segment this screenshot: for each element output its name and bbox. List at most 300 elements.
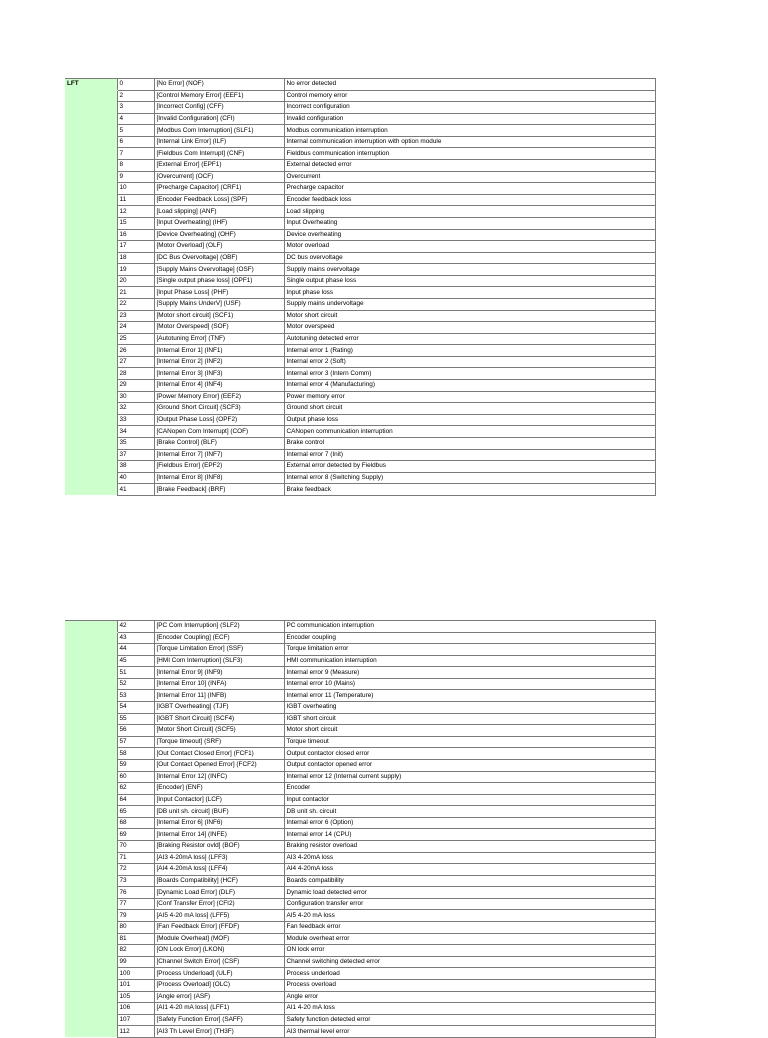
description-cell: DC bus overvoltage <box>284 252 655 264</box>
display-name-cell: [IGBT Overheating] (TJF) <box>154 702 284 714</box>
description-cell: Internal error 12 (Internal current supply) <box>284 771 655 783</box>
table-row <box>65 310 655 322</box>
code-cell: 65 <box>117 806 154 818</box>
display-name-cell: [Supply Mains UnderV] (USF) <box>154 298 284 310</box>
display-name-cell: [Overcurrent] (OCF) <box>154 171 284 183</box>
parameter-label-fill <box>65 829 117 841</box>
description-cell: AI5 4-20 mA loss <box>284 910 655 922</box>
table-row <box>65 160 655 172</box>
code-cell: 55 <box>117 713 154 725</box>
table-row <box>65 910 655 922</box>
code-cell: 62 <box>117 783 154 795</box>
table-row <box>65 102 655 114</box>
description-cell: IGBT short circuit <box>284 713 655 725</box>
parameter-label-fill <box>65 368 117 380</box>
code-cell: 54 <box>117 702 154 714</box>
parameter-label-fill <box>65 875 117 887</box>
table-row <box>65 333 655 345</box>
display-name-cell: [Single output phase loss] (OPF1) <box>154 275 284 287</box>
parameter-label-fill <box>65 690 117 702</box>
description-cell: Fan feedback error <box>284 922 655 934</box>
display-name-cell: [Dynamic Load Error] (DLF) <box>154 887 284 899</box>
display-name-cell: [Input Phase Loss] (PHF) <box>154 287 284 299</box>
display-name-cell: [AI4 4-20mA loss] (LFF4) <box>154 864 284 876</box>
description-cell: Autotuning detected error <box>284 333 655 345</box>
display-name-cell: [Internal Error 7] (INF7) <box>154 449 284 461</box>
description-cell: Motor short circuit <box>284 310 655 322</box>
parameter-label-fill <box>65 667 117 679</box>
code-cell: 3 <box>117 102 154 114</box>
parameter-label-fill <box>65 102 117 114</box>
parameter-label-fill <box>65 461 117 473</box>
display-name-cell: [Encoder Coupling] (ECF) <box>154 632 284 644</box>
parameter-label-fill <box>65 887 117 899</box>
display-name-cell: [Out Contact Opened Error] (FCF2) <box>154 759 284 771</box>
display-name-cell: [Output Phase Loss] (OPF2) <box>154 414 284 426</box>
display-name-cell: [AI3 Th Level Error] (TH3F) <box>154 1026 284 1038</box>
parameter-label-fill <box>65 414 117 426</box>
description-cell: Supply mains undervoltage <box>284 298 655 310</box>
description-cell: AI1 4-20 mA loss <box>284 1003 655 1015</box>
parameter-label-fill <box>65 771 117 783</box>
code-cell: 32 <box>117 403 154 415</box>
table-row <box>65 979 655 991</box>
description-cell: Internal error 11 (Temperature) <box>284 690 655 702</box>
code-cell: 6 <box>117 136 154 148</box>
table-row <box>65 875 655 887</box>
description-cell: Internal communication interruption with option module <box>284 136 655 148</box>
parameter-label-fill <box>65 898 117 910</box>
display-name-cell: [PC Com Interruption] (SLF2) <box>154 621 284 633</box>
table-row <box>65 217 655 229</box>
table-row <box>65 484 655 496</box>
parameter-label-fill <box>65 632 117 644</box>
display-name-cell: [DC Bus Overvoltage] (OBF) <box>154 252 284 264</box>
parameter-label-fill <box>65 194 117 206</box>
parameter-label-fill <box>65 403 117 415</box>
table-row <box>65 403 655 415</box>
parameter-label-fill <box>65 945 117 957</box>
code-cell: 12 <box>117 206 154 218</box>
parameter-label-fill <box>65 298 117 310</box>
code-cell: 30 <box>117 391 154 403</box>
parameter-label-fill <box>65 380 117 392</box>
table-body-2 <box>65 621 655 1038</box>
description-cell: Process underload <box>284 968 655 980</box>
table-row <box>65 667 655 679</box>
description-cell: Output contactor closed error <box>284 748 655 760</box>
display-name-cell: [AI5 4-20 mA loss] (LFF5) <box>154 910 284 922</box>
parameter-label-fill <box>65 113 117 125</box>
parameter-label-fill <box>65 264 117 276</box>
display-name-cell: [Internal Error 12] (INFC) <box>154 771 284 783</box>
table-row <box>65 922 655 934</box>
display-name-cell: [Modbus Com Interruption] (SLF1) <box>154 125 284 137</box>
display-name-cell: [Brake Feedback] (BRF) <box>154 484 284 496</box>
code-cell: 107 <box>117 1014 154 1026</box>
display-name-cell: [Angle error] (ASF) <box>154 991 284 1003</box>
display-name-cell: [Process Overload] (OLC) <box>154 979 284 991</box>
description-cell: Overcurrent <box>284 171 655 183</box>
parameter-label-fill <box>65 678 117 690</box>
table-row <box>65 171 655 183</box>
table-body-1 <box>65 79 655 496</box>
parameter-label-fill <box>65 655 117 667</box>
code-cell: 16 <box>117 229 154 241</box>
table-row <box>65 241 655 253</box>
code-cell: 79 <box>117 910 154 922</box>
description-cell: Fieldbus communication interruption <box>284 148 655 160</box>
display-name-cell: [Module Overheat] (MOF) <box>154 933 284 945</box>
table-row <box>65 864 655 876</box>
table-row <box>65 287 655 299</box>
table-row <box>65 725 655 737</box>
display-name-cell: [IGBT Short Circuit] (SCF4) <box>154 713 284 725</box>
code-cell: 51 <box>117 667 154 679</box>
code-cell: 17 <box>117 241 154 253</box>
code-cell: 10 <box>117 183 154 195</box>
code-cell: 82 <box>117 945 154 957</box>
parameter-label-fill <box>65 713 117 725</box>
description-cell: Brake control <box>284 437 655 449</box>
parameter-label-fill <box>65 922 117 934</box>
code-cell: 0 <box>117 79 154 91</box>
code-cell: 64 <box>117 794 154 806</box>
code-cell: 44 <box>117 644 154 656</box>
display-name-cell: [Motor short circuit] (SCF1) <box>154 310 284 322</box>
description-cell: AI4 4-20mA loss <box>284 864 655 876</box>
parameter-label-fill <box>65 356 117 368</box>
description-cell: Boards compatibility <box>284 875 655 887</box>
display-name-cell: [Ground Short Circuit] (SCF3) <box>154 403 284 415</box>
table-row <box>65 783 655 795</box>
code-cell: 9 <box>117 171 154 183</box>
description-cell: Output contactor opened error <box>284 759 655 771</box>
description-cell: Device overheating <box>284 229 655 241</box>
table-row <box>65 148 655 160</box>
table-row <box>65 1003 655 1015</box>
display-name-cell: [Internal Error 6] (INF6) <box>154 817 284 829</box>
table-row <box>65 898 655 910</box>
display-name-cell: [Encoder] (ENF) <box>154 783 284 795</box>
description-cell: PC communication interruption <box>284 621 655 633</box>
parameter-label-fill <box>65 136 117 148</box>
table-row <box>65 968 655 980</box>
table-row <box>65 690 655 702</box>
parameter-label-fill <box>65 968 117 980</box>
code-cell: 34 <box>117 426 154 438</box>
code-cell: 77 <box>117 898 154 910</box>
display-name-cell: [Invalid Configuration] (CFI) <box>154 113 284 125</box>
description-cell: Internal error 7 (Init) <box>284 449 655 461</box>
display-name-cell: [Out Contact Closed Error] (FCF1) <box>154 748 284 760</box>
error-code-table-1 <box>65 78 656 496</box>
error-code-table-2 <box>65 620 656 1038</box>
description-cell: Configuration transfer error <box>284 898 655 910</box>
description-cell: Safety function detected error <box>284 1014 655 1026</box>
display-name-cell: [Safety Function Error] (SAFF) <box>154 1014 284 1026</box>
display-name-cell: [Encoder Feedback Loss] (SPF) <box>154 194 284 206</box>
code-cell: 43 <box>117 632 154 644</box>
description-cell: Single output phase loss <box>284 275 655 287</box>
description-cell: Motor overload <box>284 241 655 253</box>
code-cell: 4 <box>117 113 154 125</box>
display-name-cell: [Fieldbus Error] (EPF2) <box>154 461 284 473</box>
code-cell: 24 <box>117 322 154 334</box>
parameter-label-fill <box>65 90 117 102</box>
display-name-cell: [Boards Compatibility] (HCF) <box>154 875 284 887</box>
parameter-label-fill <box>65 991 117 1003</box>
table-row <box>65 759 655 771</box>
parameter-label-fill <box>65 644 117 656</box>
display-name-cell: [Control Memory Error] (EEF1) <box>154 90 284 102</box>
table-row <box>65 644 655 656</box>
table-row <box>65 437 655 449</box>
description-cell: Channel switching detected error <box>284 956 655 968</box>
table-row <box>65 829 655 841</box>
description-cell: Encoder <box>284 783 655 795</box>
display-name-cell: [Internal Error 1] (INF1) <box>154 345 284 357</box>
parameter-label-fill <box>65 437 117 449</box>
parameter-label-fill <box>65 217 117 229</box>
parameter-label-fill <box>65 333 117 345</box>
description-cell: Internal error 3 (Intern Comm) <box>284 368 655 380</box>
display-name-cell: [Incorrect Config] (CFF) <box>154 102 284 114</box>
code-cell: 57 <box>117 736 154 748</box>
display-name-cell: [Brake Control] (BLF) <box>154 437 284 449</box>
code-cell: 25 <box>117 333 154 345</box>
description-cell: Output phase loss <box>284 414 655 426</box>
display-name-cell: [External Error] (EPF1) <box>154 160 284 172</box>
parameter-label-fill <box>65 484 117 496</box>
description-cell: Incorrect configuration <box>284 102 655 114</box>
code-cell: 23 <box>117 310 154 322</box>
display-name-cell: [Power Memory Error] (EEF2) <box>154 391 284 403</box>
description-cell: AI3 4-20mA loss <box>284 852 655 864</box>
parameter-label-fill <box>65 956 117 968</box>
description-cell: Braking resistor overload <box>284 840 655 852</box>
description-cell: Brake feedback <box>284 484 655 496</box>
display-name-cell: [Internal Error 9] (INF9) <box>154 667 284 679</box>
table-row <box>65 621 655 633</box>
table-row <box>65 275 655 287</box>
description-cell: Dynamic load detected error <box>284 887 655 899</box>
parameter-label-fill <box>65 933 117 945</box>
table-row <box>65 702 655 714</box>
parameter-label-fill <box>65 449 117 461</box>
description-cell: AI3 thermal level error <box>284 1026 655 1038</box>
code-cell: 100 <box>117 968 154 980</box>
description-cell: Power memory error <box>284 391 655 403</box>
table-row <box>65 380 655 392</box>
code-cell: 106 <box>117 1003 154 1015</box>
table-row <box>65 252 655 264</box>
parameter-label-fill <box>65 1003 117 1015</box>
parameter-label-fill <box>65 783 117 795</box>
code-cell: 19 <box>117 264 154 276</box>
parameter-label-fill <box>65 852 117 864</box>
table-row <box>65 852 655 864</box>
table-row <box>65 125 655 137</box>
code-cell: 80 <box>117 922 154 934</box>
code-cell: 27 <box>117 356 154 368</box>
table-row <box>65 736 655 748</box>
description-cell: Motor overspeed <box>284 322 655 334</box>
table-row <box>65 449 655 461</box>
parameter-label-fill <box>65 252 117 264</box>
display-name-cell: [Braking Resistor ovld] (BOF) <box>154 840 284 852</box>
code-cell: 60 <box>117 771 154 783</box>
table-row <box>65 426 655 438</box>
display-name-cell: [AI1 4-20 mA loss] (LFF1) <box>154 1003 284 1015</box>
code-cell: 58 <box>117 748 154 760</box>
code-cell: 5 <box>117 125 154 137</box>
display-name-cell: [Autotuning Error] (TNF) <box>154 333 284 345</box>
table-row <box>65 806 655 818</box>
code-cell: 71 <box>117 852 154 864</box>
description-cell: Internal error 4 (Manufacturing) <box>284 380 655 392</box>
display-name-cell: [Motor Short Circuit] (SCF5) <box>154 725 284 737</box>
description-cell: HMI communication interruption <box>284 655 655 667</box>
parameter-label: LFT <box>65 79 117 91</box>
table-row <box>65 229 655 241</box>
description-cell: Internal error 9 (Measure) <box>284 667 655 679</box>
table-row <box>65 632 655 644</box>
description-cell: Internal error 14 (CPU) <box>284 829 655 841</box>
table-row <box>65 356 655 368</box>
description-cell: Supply mains overvoltage <box>284 264 655 276</box>
description-cell: Internal error 8 (Switching Supply) <box>284 472 655 484</box>
display-name-cell: [Internal Error 8] (INF8) <box>154 472 284 484</box>
table-row <box>65 771 655 783</box>
code-cell: 42 <box>117 621 154 633</box>
code-cell: 33 <box>117 414 154 426</box>
parameter-label-fill <box>65 322 117 334</box>
description-cell: External detected error <box>284 160 655 172</box>
code-cell: 2 <box>117 90 154 102</box>
description-cell: Motor short circuit <box>284 725 655 737</box>
display-name-cell: [Device Overheating] (OHF) <box>154 229 284 241</box>
description-cell: Input contactor <box>284 794 655 806</box>
description-cell: Input Overheating <box>284 217 655 229</box>
table-row <box>65 945 655 957</box>
code-cell: 22 <box>117 298 154 310</box>
description-cell: Internal error 10 (Mains) <box>284 678 655 690</box>
description-cell: Module overheat error <box>284 933 655 945</box>
table-row <box>65 298 655 310</box>
table-row <box>65 887 655 899</box>
description-cell: No error detected <box>284 79 655 91</box>
description-cell: Internal error 2 (Soft) <box>284 356 655 368</box>
code-cell: 45 <box>117 655 154 667</box>
code-cell: 99 <box>117 956 154 968</box>
display-name-cell: [Internal Link Error] (ILF) <box>154 136 284 148</box>
description-cell: Torque limitation error <box>284 644 655 656</box>
code-cell: 68 <box>117 817 154 829</box>
code-cell: 41 <box>117 484 154 496</box>
parameter-label-fill <box>65 794 117 806</box>
display-name-cell: [Motor Overload] (OLF) <box>154 241 284 253</box>
table-row <box>65 322 655 334</box>
parameter-label-fill <box>65 426 117 438</box>
table-row <box>65 933 655 945</box>
parameter-label-fill <box>65 840 117 852</box>
parameter-label-fill <box>65 702 117 714</box>
display-name-cell: [Fan Feedback Error] (FFDF) <box>154 922 284 934</box>
display-name-cell: [Conf Transfer Error] (CFI2) <box>154 898 284 910</box>
table-row <box>65 264 655 276</box>
table-row <box>65 136 655 148</box>
code-cell: 72 <box>117 864 154 876</box>
parameter-label-fill <box>65 148 117 160</box>
display-name-cell: [Torque timeout] (SRF) <box>154 736 284 748</box>
display-name-cell: [Channel Switch Error] (CSF) <box>154 956 284 968</box>
code-cell: 11 <box>117 194 154 206</box>
table-row <box>65 991 655 1003</box>
code-cell: 40 <box>117 472 154 484</box>
display-name-cell: [Internal Error 4] (INF4) <box>154 380 284 392</box>
code-cell: 52 <box>117 678 154 690</box>
description-cell: CANopen communication interruption <box>284 426 655 438</box>
description-cell: ON lock error <box>284 945 655 957</box>
table-row <box>65 414 655 426</box>
table-row <box>65 461 655 473</box>
code-cell: 69 <box>117 829 154 841</box>
display-name-cell: [CANopen Com Interrupt] (COF) <box>154 426 284 438</box>
display-name-cell: [Precharge Capacitor] (CRF1) <box>154 183 284 195</box>
display-name-cell: [Internal Error 2] (INF2) <box>154 356 284 368</box>
code-cell: 53 <box>117 690 154 702</box>
parameter-label-fill <box>65 206 117 218</box>
table-row <box>65 748 655 760</box>
parameter-label-fill <box>65 229 117 241</box>
code-cell: 29 <box>117 380 154 392</box>
display-name-cell: [Internal Error 11] (INFB) <box>154 690 284 702</box>
code-cell: 81 <box>117 933 154 945</box>
table-row <box>65 1026 655 1038</box>
display-name-cell: [Process Underload] (ULF) <box>154 968 284 980</box>
table-row <box>65 472 655 484</box>
table-row <box>65 194 655 206</box>
code-cell: 112 <box>117 1026 154 1038</box>
description-cell: Internal error 1 (Rating) <box>284 345 655 357</box>
display-name-cell: [Torque Limitation Error] (SSF) <box>154 644 284 656</box>
parameter-label-fill <box>65 736 117 748</box>
code-cell: 8 <box>117 160 154 172</box>
parameter-label-fill <box>65 759 117 771</box>
parameter-label-fill <box>65 160 117 172</box>
table-row <box>65 817 655 829</box>
display-name-cell: [Load slipping] (ANF) <box>154 206 284 218</box>
parameter-label-fill <box>65 725 117 737</box>
parameter-label-fill <box>65 287 117 299</box>
parameter-label-fill <box>65 979 117 991</box>
display-name-cell: [Fieldbus Com Interrupt] (CNF) <box>154 148 284 160</box>
code-cell: 37 <box>117 449 154 461</box>
table-row <box>65 713 655 725</box>
code-cell: 20 <box>117 275 154 287</box>
description-cell: External error detected by Fieldbus <box>284 461 655 473</box>
display-name-cell: [AI3 4-20mA loss] (LFF3) <box>154 852 284 864</box>
code-cell: 7 <box>117 148 154 160</box>
code-cell: 56 <box>117 725 154 737</box>
display-name-cell: [Supply Mains Overvoltage] (OSF) <box>154 264 284 276</box>
table-row <box>65 368 655 380</box>
parameter-label-fill <box>65 171 117 183</box>
description-cell: Invalid configuration <box>284 113 655 125</box>
description-cell: Encoder coupling <box>284 632 655 644</box>
parameter-label-fill <box>65 910 117 922</box>
